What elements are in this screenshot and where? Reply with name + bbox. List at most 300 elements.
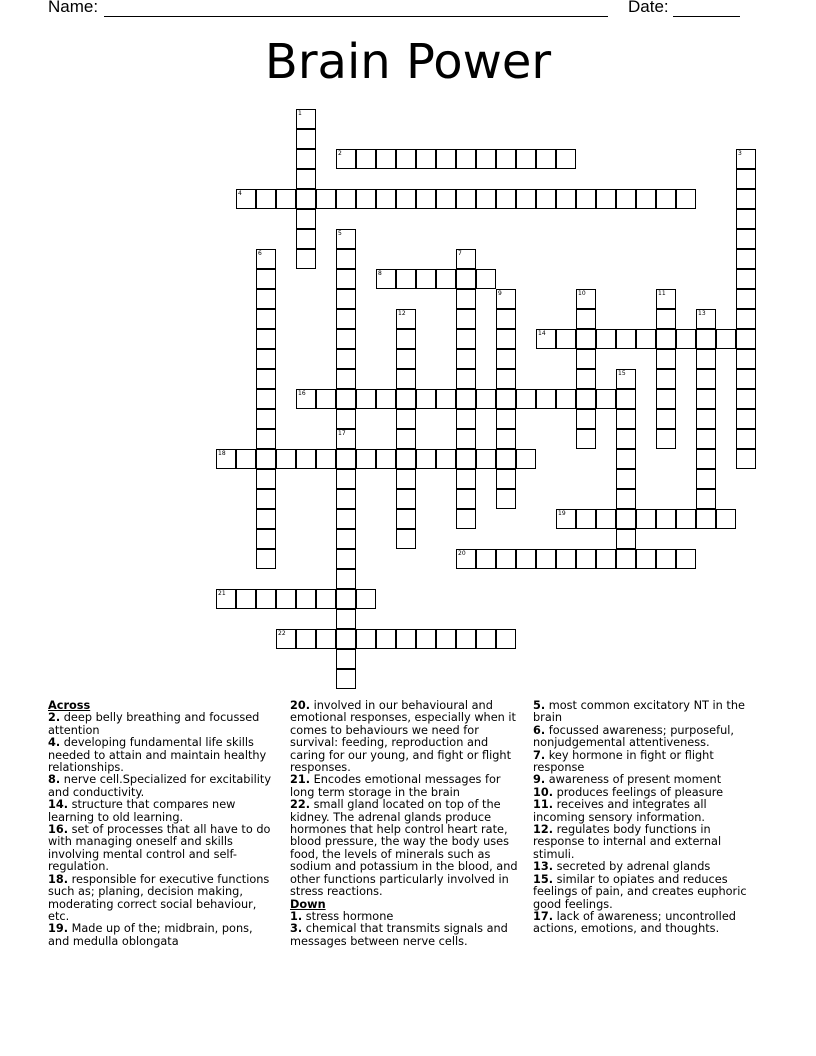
grid-cell[interactable] — [616, 529, 636, 549]
grid-cell[interactable] — [416, 449, 436, 469]
grid-cell[interactable] — [356, 389, 376, 409]
grid-cell[interactable] — [496, 329, 516, 349]
grid-cell[interactable] — [736, 349, 756, 369]
grid-cell[interactable] — [456, 629, 476, 649]
grid-cell[interactable] — [356, 449, 376, 469]
grid-cell[interactable] — [616, 509, 636, 529]
clue-item — [48, 774, 276, 799]
grid-cell[interactable] — [576, 329, 596, 349]
grid-cell[interactable] — [576, 549, 596, 569]
grid-cell[interactable] — [456, 509, 476, 529]
clue-number-label: 16 — [298, 390, 306, 397]
grid-cell[interactable] — [396, 269, 416, 289]
clue-number-label: 15 — [618, 370, 626, 377]
grid-cell[interactable] — [716, 329, 736, 349]
grid-cell[interactable] — [376, 149, 396, 169]
grid-cell[interactable] — [696, 449, 716, 469]
grid-cell[interactable] — [356, 189, 376, 209]
clue-number-label: 6 — [258, 250, 262, 257]
grid-cell[interactable] — [636, 329, 656, 349]
grid-cell[interactable] — [456, 269, 476, 289]
grid-cell[interactable] — [656, 429, 676, 449]
grid-cell[interactable] — [336, 529, 356, 549]
grid-cell[interactable] — [396, 529, 416, 549]
grid-cell[interactable] — [536, 329, 556, 349]
grid-cell[interactable] — [496, 629, 516, 649]
grid-cell[interactable] — [736, 229, 756, 249]
grid-cell[interactable] — [496, 289, 516, 309]
grid-cell[interactable] — [436, 149, 456, 169]
grid-cell[interactable] — [696, 469, 716, 489]
grid-cell[interactable] — [436, 629, 456, 649]
clue-number: 7. — [533, 748, 546, 762]
clue-text: awareness of present moment — [548, 773, 722, 787]
grid-cell[interactable] — [456, 349, 476, 369]
grid-cell[interactable] — [276, 189, 296, 209]
grid-cell[interactable] — [736, 169, 756, 189]
grid-cell[interactable] — [256, 469, 276, 489]
grid-cell[interactable] — [336, 289, 356, 309]
grid-cell[interactable] — [736, 209, 756, 229]
clue-number: 3. — [290, 922, 303, 936]
grid-cell[interactable] — [576, 369, 596, 389]
grid-cell[interactable] — [696, 309, 716, 329]
grid-cell[interactable] — [736, 249, 756, 269]
grid-cell[interactable] — [556, 389, 576, 409]
clue-number-label: 13 — [698, 310, 706, 317]
grid-cell[interactable] — [456, 149, 476, 169]
grid-cell[interactable] — [656, 389, 676, 409]
grid-cell[interactable] — [296, 109, 316, 129]
clue-item — [290, 700, 518, 774]
grid-cell[interactable] — [736, 289, 756, 309]
grid-cell[interactable] — [576, 429, 596, 449]
grid-cell[interactable] — [696, 329, 716, 349]
clue-number-label: 9 — [498, 290, 502, 297]
clue-number: 17. — [533, 909, 554, 923]
grid-cell[interactable] — [456, 409, 476, 429]
grid-cell[interactable] — [296, 129, 316, 149]
grid-cell[interactable] — [736, 409, 756, 429]
grid-cell[interactable] — [336, 549, 356, 569]
grid-cell[interactable] — [696, 489, 716, 509]
grid-cell[interactable] — [696, 369, 716, 389]
grid-cell[interactable] — [256, 529, 276, 549]
clue-text: focussed awareness; purposeful, nonjudgemental attentiveness. — [533, 723, 734, 750]
clue-number: 15. — [533, 872, 554, 886]
grid-cell[interactable] — [656, 549, 676, 569]
grid-cell[interactable] — [476, 549, 496, 569]
grid-cell[interactable] — [296, 389, 316, 409]
grid-cell[interactable] — [676, 329, 696, 349]
clue-text: lack of awareness; uncontrolled actions, emotions, and thoughts. — [533, 909, 736, 936]
grid-cell[interactable] — [276, 449, 296, 469]
grid-cell[interactable] — [356, 629, 376, 649]
grid-cell[interactable] — [736, 149, 756, 169]
grid-cell[interactable] — [496, 549, 516, 569]
clue-text: small gland located on top of the kidney. The adrenal glands produce hormones that help control heart rate, blood pressure, the way the body uses food, the levels of minerals such as sodium and potassium in the blood, and other functions particularly involved in stress reactions. — [290, 798, 518, 899]
clue-number-label: 14 — [538, 330, 546, 337]
grid-cell[interactable] — [656, 349, 676, 369]
grid-cell[interactable] — [436, 389, 456, 409]
name-label: Name: — [48, 0, 99, 16]
grid-cell[interactable] — [336, 449, 356, 469]
grid-cell[interactable] — [336, 589, 356, 609]
grid-cell[interactable] — [576, 349, 596, 369]
grid-cell[interactable] — [596, 549, 616, 569]
grid-cell[interactable] — [496, 189, 516, 209]
clue-number: 18. — [48, 872, 69, 886]
grid-cell[interactable] — [256, 289, 276, 309]
grid-cell[interactable] — [256, 589, 276, 609]
grid-cell[interactable] — [336, 369, 356, 389]
grid-cell[interactable] — [396, 369, 416, 389]
clue-number: 21. — [290, 773, 311, 787]
grid-cell[interactable] — [576, 389, 596, 409]
grid-cell[interactable] — [396, 449, 416, 469]
grid-cell[interactable] — [556, 189, 576, 209]
grid-cell[interactable] — [456, 389, 476, 409]
clue-number-label: 10 — [578, 290, 586, 297]
grid-cell[interactable] — [336, 669, 356, 689]
grid-cell[interactable] — [256, 549, 276, 569]
grid-cell[interactable] — [296, 229, 316, 249]
clue-item — [48, 737, 276, 774]
grid-cell[interactable] — [656, 289, 676, 309]
grid-cell[interactable] — [736, 449, 756, 469]
grid-cell[interactable] — [516, 549, 536, 569]
grid-cell[interactable] — [656, 409, 676, 429]
grid-cell[interactable] — [496, 149, 516, 169]
grid-cell[interactable] — [736, 429, 756, 449]
grid-cell[interactable] — [336, 409, 356, 429]
clues-column-1 — [48, 700, 276, 948]
grid-cell[interactable] — [456, 449, 476, 469]
grid-cell[interactable] — [656, 189, 676, 209]
grid-cell[interactable] — [616, 389, 636, 409]
grid-cell[interactable] — [476, 149, 496, 169]
grid-cell[interactable] — [456, 249, 476, 269]
grid-cell[interactable] — [496, 429, 516, 449]
grid-cell[interactable] — [716, 509, 736, 529]
grid-cell[interactable] — [456, 329, 476, 349]
grid-cell[interactable] — [596, 389, 616, 409]
grid-cell[interactable] — [616, 189, 636, 209]
grid-cell[interactable] — [656, 309, 676, 329]
grid-cell[interactable] — [376, 269, 396, 289]
grid-cell[interactable] — [516, 149, 536, 169]
grid-cell[interactable] — [416, 189, 436, 209]
clue-text: produces feelings of pleasure — [556, 785, 724, 799]
grid-cell[interactable] — [536, 389, 556, 409]
grid-cell[interactable] — [736, 389, 756, 409]
clue-text: Encodes emotional messages for long term storage in the brain — [290, 773, 501, 799]
grid-cell[interactable] — [456, 189, 476, 209]
grid-cell[interactable] — [356, 149, 376, 169]
grid-cell[interactable] — [276, 589, 296, 609]
grid-cell[interactable] — [736, 189, 756, 209]
grid-cell[interactable] — [516, 389, 536, 409]
grid-cell[interactable] — [536, 189, 556, 209]
grid-cell[interactable] — [516, 189, 536, 209]
grid-cell[interactable] — [736, 269, 756, 289]
grid-cell[interactable] — [676, 509, 696, 529]
grid-cell[interactable] — [216, 449, 236, 469]
grid-cell[interactable] — [316, 389, 336, 409]
clue-number-label: 11 — [658, 290, 666, 297]
grid-cell[interactable] — [696, 429, 716, 449]
grid-cell[interactable] — [416, 149, 436, 169]
grid-cell[interactable] — [256, 449, 276, 469]
puzzle-title: Brain Power — [264, 34, 552, 90]
clue-number: 20. — [290, 699, 311, 712]
grid-cell[interactable] — [296, 249, 316, 269]
grid-cell[interactable] — [336, 329, 356, 349]
clue-text: deep belly breathing and focussed attention — [48, 711, 260, 737]
grid-cell[interactable] — [556, 549, 576, 569]
grid-cell[interactable] — [316, 449, 336, 469]
clue-item — [48, 799, 276, 824]
grid-cell[interactable] — [736, 329, 756, 349]
grid-cell[interactable] — [396, 189, 416, 209]
grid-cell[interactable] — [576, 189, 596, 209]
clue-number-label: 5 — [338, 230, 342, 237]
grid-cell[interactable] — [496, 309, 516, 329]
clue-item — [533, 725, 761, 750]
grid-cell[interactable] — [316, 589, 336, 609]
clue-number: 19. — [48, 922, 69, 936]
grid-cell[interactable] — [616, 549, 636, 569]
clue-section-heading: Down — [290, 897, 326, 911]
grid-cell[interactable] — [476, 389, 496, 409]
grid-cell[interactable] — [336, 649, 356, 669]
clue-text: responsible for executive functions such as; planing, decision making, moderating correct social behaviour, etc. — [48, 872, 270, 923]
grid-cell[interactable] — [576, 409, 596, 429]
grid-cell[interactable] — [336, 249, 356, 269]
grid-cell[interactable] — [236, 449, 256, 469]
clue-number-label: 19 — [558, 510, 566, 517]
clue-number-label: 21 — [218, 590, 226, 597]
grid-cell[interactable] — [336, 149, 356, 169]
clue-item — [533, 874, 761, 911]
grid-cell[interactable] — [336, 349, 356, 369]
grid-cell[interactable] — [256, 489, 276, 509]
grid-cell[interactable] — [496, 489, 516, 509]
grid-cell[interactable] — [376, 449, 396, 469]
clue-number: 16. — [48, 823, 69, 837]
grid-cell[interactable] — [296, 189, 316, 209]
grid-cell[interactable] — [256, 349, 276, 369]
grid-cell[interactable] — [476, 449, 496, 469]
grid-cell[interactable] — [256, 409, 276, 429]
grid-cell[interactable] — [396, 489, 416, 509]
grid-cell[interactable] — [276, 629, 296, 649]
clue-item — [533, 750, 761, 775]
grid-cell[interactable] — [556, 509, 576, 529]
grid-cell[interactable] — [376, 189, 396, 209]
clue-number: 22. — [290, 798, 311, 812]
grid-cell[interactable] — [336, 229, 356, 249]
clue-number-label: 22 — [278, 630, 286, 637]
grid-cell[interactable] — [336, 629, 356, 649]
grid-cell[interactable] — [356, 589, 376, 609]
grid-cell[interactable] — [496, 449, 516, 469]
grid-cell[interactable] — [236, 189, 256, 209]
grid-cell[interactable] — [336, 429, 356, 449]
grid-cell[interactable] — [396, 389, 416, 409]
grid-cell[interactable] — [336, 269, 356, 289]
grid-cell[interactable] — [436, 449, 456, 469]
grid-cell[interactable] — [616, 489, 636, 509]
grid-cell[interactable] — [616, 449, 636, 469]
grid-cell[interactable] — [496, 389, 516, 409]
grid-cell[interactable] — [696, 349, 716, 369]
grid-cell[interactable] — [256, 509, 276, 529]
grid-cell[interactable] — [296, 589, 316, 609]
grid-cell[interactable] — [336, 389, 356, 409]
clue-text: secreted by adrenal glands — [556, 860, 711, 874]
grid-cell[interactable] — [216, 589, 236, 609]
grid-cell[interactable] — [256, 389, 276, 409]
grid-cell[interactable] — [456, 369, 476, 389]
grid-cell[interactable] — [316, 629, 336, 649]
grid-cell[interactable] — [336, 489, 356, 509]
grid-cell[interactable] — [296, 209, 316, 229]
grid-cell[interactable] — [456, 489, 476, 509]
grid-cell[interactable] — [576, 289, 596, 309]
grid-cell[interactable] — [416, 269, 436, 289]
grid-cell[interactable] — [616, 469, 636, 489]
clue-item — [48, 824, 276, 874]
grid-cell[interactable] — [296, 449, 316, 469]
grid-cell[interactable] — [676, 189, 696, 209]
grid-cell[interactable] — [596, 189, 616, 209]
grid-cell[interactable] — [676, 549, 696, 569]
grid-cell[interactable] — [636, 189, 656, 209]
grid-cell[interactable] — [456, 289, 476, 309]
grid-cell[interactable] — [436, 269, 456, 289]
grid-cell[interactable] — [296, 169, 316, 189]
grid-cell[interactable] — [396, 429, 416, 449]
grid-cell[interactable] — [536, 149, 556, 169]
grid-cell[interactable] — [416, 629, 436, 649]
grid-cell[interactable] — [476, 189, 496, 209]
clue-number: 14. — [48, 798, 69, 812]
grid-cell[interactable] — [616, 369, 636, 389]
grid-cell[interactable] — [336, 609, 356, 629]
grid-cell[interactable] — [736, 309, 756, 329]
clue-number-label: 1 — [298, 110, 302, 117]
grid-cell[interactable] — [256, 269, 276, 289]
grid-cell[interactable] — [256, 249, 276, 269]
clue-text: structure that compares new learning to old learning. — [48, 798, 236, 824]
grid-cell[interactable] — [256, 309, 276, 329]
grid-cell[interactable] — [296, 149, 316, 169]
grid-cell[interactable] — [256, 429, 276, 449]
clue-item — [533, 799, 761, 824]
grid-cell[interactable] — [336, 569, 356, 589]
grid-cell[interactable] — [696, 409, 716, 429]
grid-cell[interactable] — [256, 329, 276, 349]
grid-cell[interactable] — [656, 509, 676, 529]
grid-cell[interactable] — [416, 389, 436, 409]
clue-number: 9. — [533, 773, 546, 787]
clue-item — [48, 874, 276, 924]
grid-cell[interactable] — [336, 469, 356, 489]
grid-cell[interactable] — [336, 309, 356, 329]
grid-cell[interactable] — [256, 189, 276, 209]
date-label: Date: — [628, 0, 669, 16]
grid-cell[interactable] — [536, 549, 556, 569]
grid-cell[interactable] — [396, 329, 416, 349]
grid-cell[interactable] — [696, 389, 716, 409]
clue-number: 10. — [533, 785, 554, 799]
grid-cell[interactable] — [596, 509, 616, 529]
grid-cell[interactable] — [476, 269, 496, 289]
grid-cell[interactable] — [376, 629, 396, 649]
clue-number-label: 7 — [458, 250, 462, 257]
grid-cell[interactable] — [396, 629, 416, 649]
grid-cell[interactable] — [556, 329, 576, 349]
grid-cell[interactable] — [456, 429, 476, 449]
clue-number: 12. — [533, 823, 554, 837]
grid-cell[interactable] — [576, 509, 596, 529]
clue-text: key hormone in fight or flight response — [533, 748, 714, 775]
grid-cell[interactable] — [456, 309, 476, 329]
grid-cell[interactable] — [516, 449, 536, 469]
grid-cell[interactable] — [396, 349, 416, 369]
clue-text: involved in our behavioural and emotional responses, especially when it comes to behaviours we need for survival: feeding, reproduction and caring for our young, and fight or flight responses. — [290, 699, 516, 775]
grid-cell[interactable] — [656, 329, 676, 349]
grid-cell[interactable] — [396, 409, 416, 429]
grid-cell[interactable] — [376, 389, 396, 409]
grid-cell[interactable] — [616, 329, 636, 349]
grid-cell[interactable] — [436, 189, 456, 209]
grid-cell[interactable] — [736, 369, 756, 389]
grid-cell[interactable] — [576, 309, 596, 329]
grid-cell[interactable] — [296, 629, 316, 649]
grid-cell[interactable] — [496, 349, 516, 369]
grid-cell[interactable] — [616, 429, 636, 449]
grid-cell[interactable] — [636, 509, 656, 529]
grid-cell[interactable] — [316, 189, 336, 209]
grid-cell[interactable] — [596, 329, 616, 349]
grid-cell[interactable] — [336, 189, 356, 209]
clue-item — [533, 911, 761, 936]
clue-number: 6. — [533, 723, 546, 737]
grid-cell[interactable] — [396, 309, 416, 329]
grid-cell[interactable] — [396, 469, 416, 489]
grid-cell[interactable] — [396, 149, 416, 169]
grid-cell[interactable] — [476, 629, 496, 649]
grid-cell[interactable] — [556, 149, 576, 169]
grid-cell[interactable] — [456, 549, 476, 569]
grid-cell[interactable] — [396, 509, 416, 529]
clue-text: nerve cell.Specialized for excitability and conductivity. — [48, 773, 272, 799]
grid-cell[interactable] — [496, 469, 516, 489]
grid-cell[interactable] — [656, 369, 676, 389]
grid-cell[interactable] — [256, 369, 276, 389]
grid-cell[interactable] — [616, 409, 636, 429]
grid-cell[interactable] — [456, 469, 476, 489]
grid-cell[interactable] — [696, 509, 716, 529]
clue-number-label: 20 — [458, 550, 466, 557]
grid-cell[interactable] — [496, 369, 516, 389]
grid-cell[interactable] — [336, 509, 356, 529]
grid-cell[interactable] — [636, 549, 656, 569]
grid-cell[interactable] — [496, 409, 516, 429]
grid-cell[interactable] — [236, 589, 256, 609]
